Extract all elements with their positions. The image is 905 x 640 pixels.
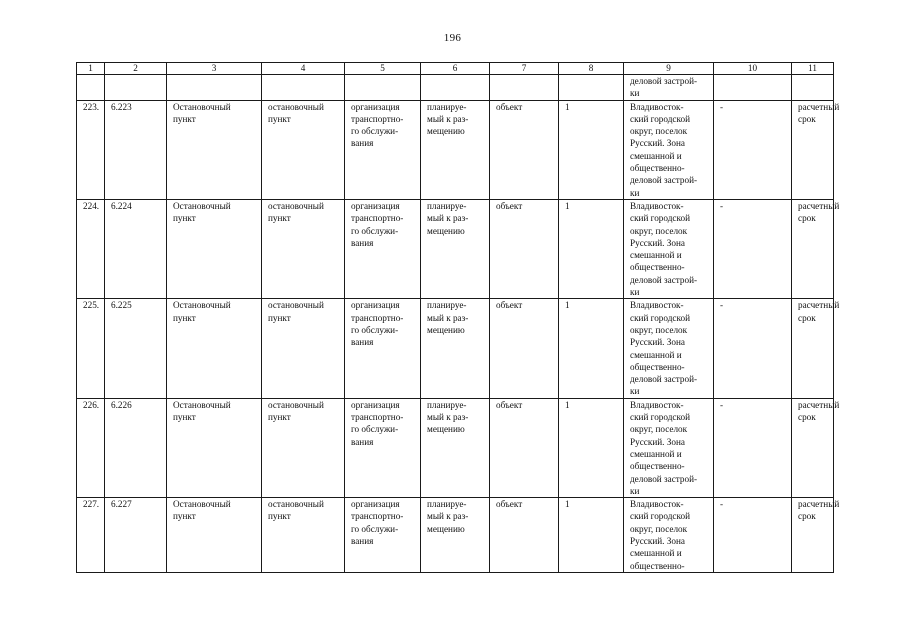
quantity-cell	[559, 398, 624, 497]
table-cell	[105, 75, 167, 101]
row-index-cell	[77, 398, 105, 497]
unit: объект	[496, 399, 523, 410]
code-cell	[105, 299, 167, 398]
code-cell	[105, 100, 167, 199]
object-status: планируе- мый к раз- мещению	[427, 399, 469, 435]
code-cell	[105, 498, 167, 573]
column-number: 4	[262, 63, 345, 75]
object-purpose: организация транспортно- го обслужи- вания	[351, 200, 404, 248]
row-index: 226.	[83, 399, 100, 410]
location-text: Владивосток- ский городской округ, поселок Русский. Зона смешанной и общественно- деловой застрой- ки	[630, 300, 698, 397]
code-cell	[105, 398, 167, 497]
code-cell	[105, 199, 167, 298]
object-status: планируе- мый к раз- мещению	[427, 101, 469, 137]
status-cell	[421, 299, 490, 398]
zone-cell	[714, 498, 792, 573]
table-cell	[559, 75, 624, 101]
table-row	[77, 398, 834, 497]
term-cell	[792, 398, 840, 497]
unit-cell	[490, 199, 559, 298]
location-text: деловой застрой- ки	[630, 76, 698, 99]
unit: объект	[496, 200, 523, 211]
object-code: 6.225	[111, 300, 132, 311]
zone-value: -	[720, 499, 724, 510]
unit-cell	[490, 100, 559, 199]
column-number: 8	[559, 63, 624, 75]
object-type: остановочный пункт	[268, 499, 324, 522]
row-index: 223.	[83, 101, 100, 112]
column-number: 10	[714, 63, 792, 75]
quantity: 1	[565, 399, 570, 410]
continuation-row	[77, 75, 834, 101]
name-cell	[167, 100, 262, 199]
column-number: 9	[624, 63, 714, 75]
location-text: Владивосток- ский городской округ, поселок Русский. Зона смешанной и общественно- деловой застрой- ки	[630, 200, 698, 298]
table-cell	[345, 75, 421, 101]
location-cell	[624, 199, 714, 298]
row-index-cell	[77, 199, 105, 298]
location-cell	[624, 299, 714, 398]
object-purpose: организация транспортно- го обслужи- вания	[351, 300, 404, 348]
row-index: 225.	[83, 300, 100, 311]
column-number: 1	[77, 63, 105, 75]
purpose-cell	[345, 498, 421, 573]
object-type: остановочный пункт	[268, 300, 324, 323]
location-text: Владивосток- ский городской округ, поселок Русский. Зона смешанной и общественно-	[630, 499, 690, 571]
name-cell	[167, 199, 262, 298]
zone-value: -	[720, 101, 724, 112]
term-value: расчетный срок	[798, 499, 840, 522]
location-cell	[624, 75, 714, 101]
zone-cell	[714, 299, 792, 398]
quantity-cell	[559, 299, 624, 398]
table-cell	[167, 75, 262, 101]
table-cell	[77, 75, 105, 101]
column-number: 11	[792, 63, 834, 75]
status-cell	[421, 199, 490, 298]
object-purpose: организация транспортно- го обслужи- вания	[351, 399, 404, 447]
object-status: планируе- мый к раз- мещению	[427, 300, 469, 335]
object-purpose: организация транспортно- го обслужи- вания	[351, 499, 404, 546]
type-cell	[262, 100, 345, 199]
row-index-cell	[77, 100, 105, 199]
table-cell	[262, 75, 345, 101]
row-index: 227.	[83, 499, 100, 510]
term-cell	[792, 299, 840, 398]
object-name: Остановочный пункт	[173, 499, 231, 522]
term-cell	[792, 498, 840, 573]
object-code: 6.224	[111, 200, 132, 211]
unit-cell	[490, 398, 559, 497]
purpose-cell	[345, 299, 421, 398]
column-number-row	[77, 63, 834, 75]
zone-value: -	[720, 399, 724, 410]
status-cell	[421, 498, 490, 573]
location-cell	[624, 100, 714, 199]
status-cell	[421, 398, 490, 497]
purpose-cell	[345, 100, 421, 199]
type-cell	[262, 199, 345, 298]
name-cell	[167, 498, 262, 573]
row-index: 224.	[83, 200, 100, 211]
table-row	[77, 498, 834, 573]
unit-cell	[490, 498, 559, 573]
location-cell	[624, 498, 714, 573]
object-code: 6.226	[111, 399, 132, 410]
zone-value: -	[720, 200, 724, 211]
term-value: расчетный срок	[798, 300, 840, 323]
table-cell	[714, 75, 792, 101]
quantity: 1	[565, 499, 570, 510]
table-row	[77, 299, 834, 398]
term-cell	[792, 100, 840, 199]
row-index-cell	[77, 299, 105, 398]
location-cell	[624, 398, 714, 497]
purpose-cell	[345, 398, 421, 497]
term-value: расчетный срок	[798, 399, 840, 423]
object-name: Остановочный пункт	[173, 399, 231, 423]
status-cell	[421, 100, 490, 199]
term-value: расчетный срок	[798, 101, 840, 124]
object-purpose: организация транспортно- го обслужи- вания	[351, 101, 404, 149]
table-cell	[421, 75, 490, 101]
unit-cell	[490, 299, 559, 398]
object-name: Остановочный пункт	[173, 200, 231, 224]
quantity-cell	[559, 199, 624, 298]
object-name: Остановочный пункт	[173, 101, 231, 124]
object-status: планируе- мый к раз- мещению	[427, 499, 469, 534]
name-cell	[167, 398, 262, 497]
column-number: 2	[105, 63, 167, 75]
column-number: 5	[345, 63, 421, 75]
type-cell	[262, 398, 345, 497]
name-cell	[167, 299, 262, 398]
zone-cell	[714, 398, 792, 497]
object-type: остановочный пункт	[268, 399, 324, 423]
object-code: 6.223	[111, 101, 132, 112]
table-row	[77, 100, 834, 199]
object-type: остановочный пункт	[268, 101, 324, 124]
quantity: 1	[565, 200, 570, 211]
purpose-cell	[345, 199, 421, 298]
row-index-cell	[77, 498, 105, 573]
object-type: остановочный пункт	[268, 200, 324, 224]
zone-cell	[714, 100, 792, 199]
location-text: Владивосток- ский городской округ, поселок Русский. Зона смешанной и общественно- деловой застрой- ки	[630, 399, 698, 496]
unit: объект	[496, 101, 523, 112]
type-cell	[262, 498, 345, 573]
quantity: 1	[565, 300, 570, 311]
zone-value: -	[720, 300, 724, 311]
object-name: Остановочный пункт	[173, 300, 231, 323]
zone-cell	[714, 199, 792, 298]
column-number: 6	[421, 63, 490, 75]
quantity-cell	[559, 498, 624, 573]
document-table	[76, 62, 840, 573]
type-cell	[262, 299, 345, 398]
object-status: планируе- мый к раз- мещению	[427, 200, 469, 236]
object-code: 6.227	[111, 499, 132, 510]
quantity-cell	[559, 100, 624, 199]
table-cell	[792, 75, 834, 101]
page-number: 196	[443, 32, 462, 44]
column-number: 7	[490, 63, 559, 75]
quantity: 1	[565, 101, 570, 112]
unit: объект	[496, 300, 523, 311]
location-text: Владивосток- ский городской округ, поселок Русский. Зона смешанной и общественно- деловой застрой- ки	[630, 101, 698, 198]
column-number: 3	[167, 63, 262, 75]
table-cell	[490, 75, 559, 101]
term-cell	[792, 199, 840, 298]
term-value: расчетный срок	[798, 200, 840, 224]
table-row	[77, 199, 834, 298]
unit: объект	[496, 499, 523, 510]
